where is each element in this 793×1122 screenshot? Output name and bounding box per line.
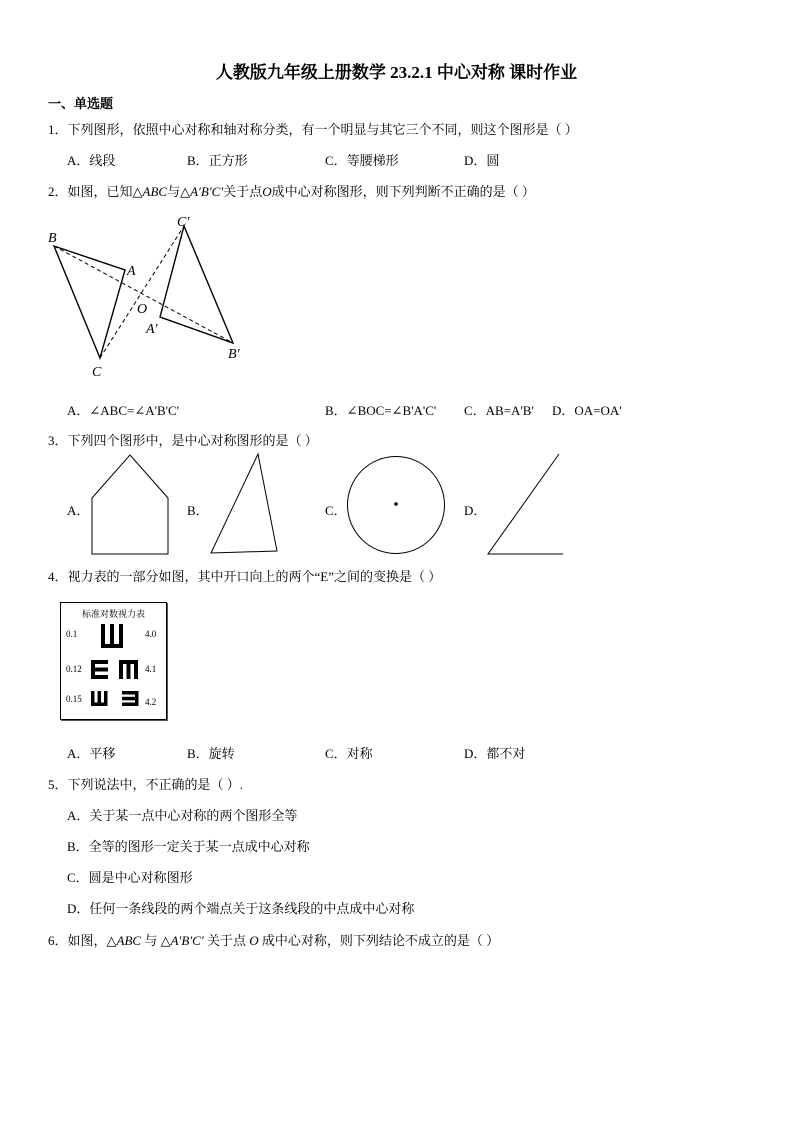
q2-stem	[48, 181, 535, 200]
triangle-abc	[54, 246, 125, 358]
q3-label-c[interactable]: C．	[325, 503, 347, 518]
q5-stem: 5．下列说法中，不正确的是（ ）.	[48, 777, 244, 792]
e-open-down-icon	[119, 660, 138, 679]
q2-stem-part: 关于点	[223, 184, 263, 199]
q2-option-c[interactable]: C．AB=A'B'	[464, 403, 534, 418]
q1-option-b[interactable]: B．正方形	[187, 153, 248, 168]
q1-option-c[interactable]: C．等腰梯形	[325, 153, 399, 168]
section-heading: 一、单选题	[48, 96, 114, 111]
e-open-left-icon	[122, 691, 139, 706]
triangle-abc-prime	[160, 226, 233, 343]
q4-option-a[interactable]: A．平移	[67, 746, 116, 761]
q3-shape-angle	[487, 453, 567, 557]
q3-shape-pentagon	[92, 455, 172, 555]
q4-option-c[interactable]: C．对称	[325, 746, 373, 761]
q2-stem-part: 2．如图，已知	[48, 184, 133, 199]
q4-option-b[interactable]: B．旋转	[187, 746, 235, 761]
q6-stem-triangle-abc: △ABC	[106, 933, 142, 948]
q2-option-d[interactable]: D．OA=OA'	[552, 403, 622, 418]
q6-stem-part: 6．如图，	[48, 933, 107, 948]
q2-stem-part: 与	[167, 184, 181, 199]
q1-option-d[interactable]: D．圆	[464, 153, 500, 168]
eye-chart-left-3: 0.15	[66, 694, 82, 704]
eye-chart	[60, 602, 167, 720]
eye-chart-left-1: 0.1	[66, 629, 78, 639]
eye-chart-right-2: 4.1	[145, 664, 157, 674]
dashed-line-bb	[54, 246, 233, 343]
q5-option-d[interactable]: D．任何一条线段的两个端点关于这条线段的中点成中心对称	[67, 901, 415, 916]
q4-stem: 4．视力表的一部分如图，其中开口向上的两个“E”之间的变换是（ ）	[48, 569, 442, 584]
q5-option-c[interactable]: C．圆是中心对称图形	[67, 870, 193, 885]
q5-option-b[interactable]: B．全等的图形一定关于某一点成中心对称	[67, 839, 310, 854]
page-title: 人教版九年级上册数学 23.2.1 中心对称 课时作业	[215, 63, 578, 82]
e-open-up-icon	[101, 624, 123, 648]
label-a: A	[127, 264, 136, 279]
q3-label-d[interactable]: D．	[464, 503, 487, 518]
label-c: C	[92, 365, 102, 380]
q2-stem-point-o: O	[262, 184, 272, 199]
q6-stem-part: 关于点	[203, 933, 250, 948]
eye-chart-right-3: 4.2	[145, 697, 157, 707]
q1-option-a[interactable]: A．线段	[67, 153, 116, 168]
q3-stem: 3．下列四个图形中，是中心对称图形的是（ ）	[48, 433, 318, 448]
q3-label-b[interactable]: B．	[187, 503, 209, 518]
q3-label-a[interactable]: A．	[67, 503, 90, 518]
q6-stem	[48, 930, 499, 949]
q2-stem-triangle-abc: △ABC	[132, 184, 168, 199]
q3-shape-triangle	[210, 453, 280, 555]
q2-option-b[interactable]: B．∠BOC=∠B'A'C'	[325, 403, 437, 418]
q1-stem: 1．下列图形，依照中心对称和轴对称分类，有一个明显与其它三个不同，则这个图形是（ ）	[48, 122, 578, 137]
q4-option-d[interactable]: D．都不对	[464, 746, 526, 761]
q2-figure	[40, 210, 260, 382]
q6-stem-part: 成中心对称，则下列结论不成立的是（ ）	[258, 933, 500, 948]
eye-chart-heading: 标准对数视力表	[81, 610, 145, 620]
label-o: O	[137, 302, 148, 317]
q6-stem-point-o: O	[249, 933, 259, 948]
e-open-right-icon	[91, 660, 108, 679]
q5-option-a[interactable]: A．关于某一点中心对称的两个图形全等	[67, 808, 298, 823]
q2-stem-part: 成中心对称图形，则下列判断不正确的是（ ）	[271, 184, 535, 199]
q2-option-a[interactable]: A．∠ABC=∠A'B'C'	[67, 403, 179, 418]
label-a-prime: A′	[146, 322, 158, 337]
label-c-prime: C′	[177, 215, 190, 230]
eye-chart-right-1: 4.0	[145, 629, 157, 639]
eye-chart-left-2: 0.12	[66, 664, 82, 674]
q6-stem-part: 与	[141, 933, 161, 948]
dashed-line-cc	[100, 226, 184, 358]
q3-shape-circle	[346, 456, 448, 558]
label-b: B	[48, 231, 57, 246]
e-open-up-small-icon	[91, 691, 108, 706]
q6-stem-triangle-abc-prime: △A′B′C′	[160, 933, 204, 948]
q2-stem-triangle-abc-prime: △A′B′C′	[180, 184, 224, 199]
label-b-prime: B′	[228, 347, 240, 362]
